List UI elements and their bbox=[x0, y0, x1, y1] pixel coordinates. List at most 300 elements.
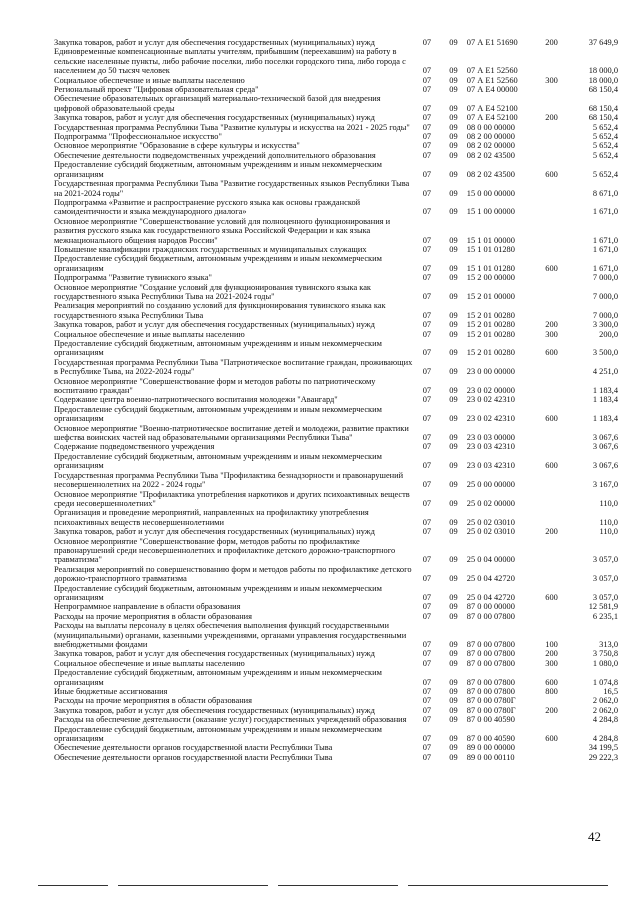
row-name: Обеспечение деятельности органов государственной власти Республики Тыва bbox=[54, 743, 333, 753]
row-target-article: 15 2 01 00000 bbox=[466, 291, 515, 301]
row-name: Подпрограмма "Профессиональное искусство" bbox=[54, 132, 222, 142]
row-section-code: 07 bbox=[422, 263, 432, 273]
table-row bbox=[54, 584, 618, 603]
row-name: Закупка товаров, работ и услуг для обеспечения государственных (муниципальных) нужд bbox=[54, 649, 375, 659]
row-name: Социальное обеспечение и иные выплаты населению bbox=[54, 75, 245, 85]
row-expense-type bbox=[538, 85, 565, 94]
row-subsection-code: 09 bbox=[449, 273, 458, 283]
row-expense-type: 600 bbox=[545, 414, 558, 424]
row-amount: 4 251,0 bbox=[592, 367, 618, 377]
row-amount: 68 150,4 bbox=[588, 85, 618, 95]
row-name: Социальное обеспечение и иные выплаты населению bbox=[54, 329, 245, 339]
row-subsection-code: 09 bbox=[449, 592, 458, 602]
row-subsection-code: 09 bbox=[449, 386, 458, 396]
row-name: Закупка товаров, работ и услуг для обеспечения государственных (муниципальных) нужд bbox=[54, 113, 375, 123]
table-row bbox=[54, 132, 618, 141]
row-name: Закупка товаров, работ и услуг для обеспечения государственных (муниципальных) нужд bbox=[54, 705, 375, 715]
row-amount: 4 284,8 bbox=[592, 715, 618, 725]
row-name: Государственная программа Республики Тыва "Развитие государственных языков Республики Тыва на 2021-2024 годы" bbox=[54, 179, 410, 198]
table-row bbox=[54, 254, 618, 273]
row-amount: 3 750,8 bbox=[592, 649, 618, 659]
row-target-article: 15 2 01 00280 bbox=[466, 329, 515, 339]
row-subsection-code: 09 bbox=[449, 395, 458, 405]
row-section-code: 07 bbox=[422, 517, 432, 527]
row-name: Основное мероприятие "Профилактика употребления наркотиков и других психоактивных веществ среди несовершеннолетних" bbox=[54, 489, 410, 508]
row-name: Содержание подведомственного учреждения bbox=[54, 442, 215, 452]
row-target-article: 08 2 00 00000 bbox=[466, 132, 515, 142]
table-row bbox=[54, 141, 618, 150]
row-amount: 18 000,0 bbox=[588, 75, 618, 85]
row-section-code: 07 bbox=[422, 611, 432, 621]
row-section-code: 07 bbox=[422, 85, 432, 95]
row-section-code: 07 bbox=[422, 66, 432, 76]
row-name: Реализация мероприятий по созданию условий для функционирования тувинского языка как государственного языка Республики Тыва bbox=[54, 301, 386, 320]
row-expense-type: 600 bbox=[545, 677, 558, 687]
table-row bbox=[54, 358, 618, 377]
row-target-article: 23 0 03 42310 bbox=[466, 461, 515, 471]
row-target-article: 25 0 02 03010 bbox=[466, 517, 515, 527]
row-amount: 110,0 bbox=[599, 527, 618, 537]
row-amount: 5 652,4 bbox=[592, 150, 618, 160]
row-target-article: 08 2 02 43500 bbox=[466, 169, 515, 179]
row-amount: 6 235,1 bbox=[592, 611, 618, 621]
row-amount: 1 183,4 bbox=[592, 395, 618, 405]
row-target-article: 15 1 01 00000 bbox=[466, 235, 515, 245]
row-name: Подпрограмма "Развитие тувинского языка" bbox=[54, 273, 212, 283]
row-target-article: 87 0 00 0780Г bbox=[466, 696, 516, 706]
row-expense-type bbox=[538, 273, 565, 282]
row-section-code: 07 bbox=[422, 273, 432, 283]
row-expense-type bbox=[538, 198, 565, 217]
table-row bbox=[54, 612, 618, 621]
row-name: Организация и проведение мероприятий, направленных на профилактику употребления психоактивных веществ несовершеннолетними bbox=[54, 508, 369, 527]
table-row bbox=[54, 442, 618, 451]
row-expense-type: 300 bbox=[545, 75, 558, 85]
row-subsection-code: 09 bbox=[449, 517, 458, 527]
row-subsection-code: 09 bbox=[449, 141, 458, 151]
row-amount: 5 652,4 bbox=[592, 122, 618, 132]
row-expense-type: 200 bbox=[545, 113, 558, 123]
row-expense-type: 600 bbox=[545, 169, 558, 179]
row-name: Непрограммное направление в области образования bbox=[54, 602, 241, 612]
row-expense-type bbox=[538, 123, 565, 132]
row-section-code: 07 bbox=[422, 320, 432, 330]
row-section-code: 07 bbox=[422, 386, 432, 396]
row-target-article: 25 0 04 42720 bbox=[466, 592, 515, 602]
row-expense-type bbox=[538, 471, 565, 490]
row-name: Закупка товаров, работ и услуг для обеспечения государственных (муниципальных) нужд bbox=[54, 527, 375, 537]
table-row bbox=[54, 113, 618, 122]
row-name: Повышение квалификации гражданских государственных и муниципальных служащих bbox=[54, 244, 367, 254]
row-target-article: 07 А Е4 52100 bbox=[466, 113, 518, 123]
row-expense-type bbox=[538, 715, 565, 724]
row-expense-type bbox=[538, 537, 565, 565]
table-row bbox=[54, 706, 618, 715]
table-row bbox=[54, 687, 618, 696]
table-row bbox=[54, 151, 618, 160]
table-row bbox=[54, 602, 618, 611]
row-amount: 2 062,0 bbox=[592, 696, 618, 706]
table-row bbox=[54, 537, 618, 565]
row-subsection-code: 09 bbox=[449, 75, 458, 85]
row-target-article: 08 2 02 43500 bbox=[466, 150, 515, 160]
row-section-code: 07 bbox=[422, 38, 432, 47]
row-subsection-code: 09 bbox=[449, 263, 458, 273]
row-section-code: 07 bbox=[422, 235, 432, 245]
row-name: Предоставление субсидий бюджетным, автономным учреждениям и иным некоммерческим организациям bbox=[54, 160, 382, 179]
table-row bbox=[54, 245, 618, 254]
row-section-code: 07 bbox=[422, 498, 432, 508]
row-amount: 3 057,0 bbox=[592, 555, 618, 565]
row-section-code: 07 bbox=[422, 207, 432, 217]
row-target-article: 07 А Е4 52100 bbox=[466, 103, 518, 113]
row-target-article: 08 2 02 00000 bbox=[466, 141, 515, 151]
row-name: Основное мероприятие "Военно-патриотическое воспитание детей и молодежи, развитие практики шефства воинских частей над образовательными организациями Республики Тыва" bbox=[54, 423, 409, 443]
row-target-article: 87 0 00 07800 bbox=[466, 687, 515, 697]
row-target-article: 07 А Е1 52560 bbox=[466, 66, 518, 76]
row-amount: 7 000,0 bbox=[592, 273, 618, 283]
row-amount: 34 199,5 bbox=[588, 743, 618, 753]
row-amount: 3 067,6 bbox=[592, 461, 618, 471]
row-section-code: 07 bbox=[422, 715, 432, 725]
table-row bbox=[54, 668, 618, 687]
row-amount: 7 000,0 bbox=[592, 291, 618, 301]
budget-table bbox=[54, 38, 618, 762]
row-subsection-code: 09 bbox=[449, 611, 458, 621]
row-section-code: 07 bbox=[422, 555, 432, 565]
row-expense-type bbox=[538, 151, 565, 160]
row-expense-type bbox=[538, 508, 565, 527]
row-expense-type bbox=[538, 301, 565, 320]
row-target-article: 87 0 00 0780Г bbox=[466, 705, 516, 715]
row-expense-type bbox=[538, 442, 565, 451]
table-row bbox=[54, 217, 618, 245]
footer-rule-1 bbox=[38, 885, 108, 886]
row-section-code: 07 bbox=[422, 480, 432, 490]
row-subsection-code: 09 bbox=[449, 348, 458, 358]
row-amount: 313,0 bbox=[599, 640, 618, 649]
row-target-article: 07 А Е1 52560 bbox=[466, 75, 518, 85]
row-amount: 1 074,8 bbox=[592, 677, 618, 687]
row-subsection-code: 09 bbox=[449, 498, 458, 508]
table-row bbox=[54, 283, 618, 302]
row-target-article: 89 0 00 00000 bbox=[466, 743, 515, 753]
row-name: Расходы на прочие мероприятия в области образования bbox=[54, 696, 253, 706]
row-amount: 110,0 bbox=[599, 498, 618, 508]
row-subsection-code: 09 bbox=[449, 291, 458, 301]
footer-rule-2 bbox=[118, 885, 268, 886]
row-section-code: 07 bbox=[422, 310, 432, 320]
row-amount: 1 080,0 bbox=[592, 658, 618, 668]
row-subsection-code: 09 bbox=[449, 527, 458, 537]
table-row bbox=[54, 339, 618, 358]
row-name: Закупка товаров, работ и услуг для обеспечения государственных (муниципальных) нужд bbox=[54, 320, 375, 330]
row-subsection-code: 09 bbox=[449, 122, 458, 132]
row-target-article: 25 0 00 00000 bbox=[466, 480, 515, 490]
row-expense-type bbox=[538, 179, 565, 198]
row-name: Основное мероприятие "Создание условий для функционирования тувинского языка как государственного языка Республики Тыва на 2021-2024 годы" bbox=[54, 282, 371, 301]
row-amount: 68 150,4 bbox=[588, 113, 618, 123]
row-name: Основное мероприятие "Совершенствование форм, методов работы по профилактике правонарушений среди несовершеннолетних и профилактике детского дорожно-транспортного травматизма" bbox=[54, 536, 396, 565]
row-subsection-code: 09 bbox=[449, 743, 458, 753]
row-subsection-code: 09 bbox=[449, 38, 458, 47]
row-subsection-code: 09 bbox=[449, 132, 458, 142]
table-row bbox=[54, 725, 618, 744]
row-amount: 5 652,4 bbox=[592, 169, 618, 179]
row-target-article: 87 0 00 07800 bbox=[466, 611, 515, 621]
row-subsection-code: 09 bbox=[449, 480, 458, 490]
row-amount: 29 222,3 bbox=[588, 752, 618, 762]
row-amount: 1 671,0 bbox=[592, 207, 618, 217]
row-name: Государственная программа Республики Тыва "Развитие культуры и искусства на 2021 - 2025 годы" bbox=[54, 122, 410, 132]
row-section-code: 07 bbox=[422, 348, 432, 358]
row-subsection-code: 09 bbox=[449, 442, 458, 452]
row-subsection-code: 09 bbox=[449, 433, 458, 443]
table-row bbox=[54, 123, 618, 132]
table-row bbox=[54, 659, 618, 668]
row-target-article: 07 А Е4 00000 bbox=[466, 85, 518, 95]
table-row bbox=[54, 198, 618, 217]
table-row bbox=[54, 508, 618, 527]
row-expense-type: 600 bbox=[545, 734, 558, 744]
row-subsection-code: 09 bbox=[449, 687, 458, 697]
row-section-code: 07 bbox=[422, 150, 432, 160]
row-section-code: 07 bbox=[422, 734, 432, 744]
row-expense-type: 200 bbox=[545, 705, 558, 715]
row-expense-type: 600 bbox=[545, 263, 558, 273]
footer-rule-3 bbox=[278, 885, 398, 886]
row-name: Основное мероприятие "Совершенствование условий для полноценного функционирования и развития русского языка как государственного языка Российской Федерации и как языка межнационального общения народов России" bbox=[54, 216, 391, 245]
row-section-code: 07 bbox=[422, 687, 432, 697]
row-subsection-code: 09 bbox=[449, 188, 458, 198]
row-section-code: 07 bbox=[422, 395, 432, 405]
row-expense-type bbox=[538, 217, 565, 245]
row-section-code: 07 bbox=[422, 640, 432, 649]
row-amount: 5 652,4 bbox=[592, 132, 618, 142]
row-expense-type bbox=[538, 94, 565, 113]
row-target-article: 15 2 01 00280 bbox=[466, 310, 515, 320]
row-target-article: 89 0 00 00110 bbox=[466, 752, 515, 762]
row-section-code: 07 bbox=[422, 103, 432, 113]
row-section-code: 07 bbox=[422, 602, 432, 612]
row-target-article: 15 1 01 01280 bbox=[466, 263, 515, 273]
row-section-code: 07 bbox=[422, 122, 432, 132]
row-target-article: 23 0 02 42310 bbox=[466, 395, 515, 405]
table-row bbox=[54, 527, 618, 536]
row-expense-type: 600 bbox=[545, 348, 558, 358]
row-expense-type: 200 bbox=[545, 38, 558, 47]
table-row bbox=[54, 273, 618, 282]
row-target-article: 87 0 00 40590 bbox=[466, 734, 515, 744]
row-amount: 3 067,6 bbox=[592, 442, 618, 452]
table-row bbox=[54, 320, 618, 329]
row-amount: 1 183,4 bbox=[592, 414, 618, 424]
row-expense-type bbox=[538, 395, 565, 404]
table-row bbox=[54, 330, 618, 339]
row-section-code: 07 bbox=[422, 291, 432, 301]
row-subsection-code: 09 bbox=[449, 244, 458, 254]
row-target-article: 25 0 02 00000 bbox=[466, 498, 515, 508]
row-expense-type bbox=[538, 358, 565, 377]
row-section-code: 07 bbox=[422, 113, 432, 123]
row-subsection-code: 09 bbox=[449, 310, 458, 320]
row-name: Расходы на прочие мероприятия в области образования bbox=[54, 611, 253, 621]
row-amount: 12 581,9 bbox=[588, 602, 618, 612]
row-expense-type: 100 bbox=[545, 640, 558, 649]
row-name: Расходы на выплаты персоналу в целях обеспечения выполнения функций государственными (муниципальными) органами, казенными учреждениями, органами управления государственными внебюджетными фондами bbox=[54, 621, 407, 649]
row-amount: 110,0 bbox=[599, 517, 618, 527]
footer-rule-4 bbox=[408, 885, 608, 886]
row-name: Единовременные компенсационные выплаты учителям, прибывшим (переехавшим) на работу в сельские населенные пункты, либо рабочие поселки, либо поселки городского типа, либо города с населением до 50 тысяч человек bbox=[54, 47, 406, 76]
table-row bbox=[54, 743, 618, 752]
row-expense-type: 200 bbox=[545, 649, 558, 659]
row-expense-type bbox=[538, 602, 565, 611]
table-row bbox=[54, 696, 618, 705]
table-row bbox=[54, 621, 618, 649]
row-expense-type bbox=[538, 743, 565, 752]
row-name: Иные бюджетные ассигнования bbox=[54, 687, 168, 697]
row-amount: 2 062,0 bbox=[592, 705, 618, 715]
row-expense-type: 300 bbox=[545, 658, 558, 668]
row-name: Предоставление субсидий бюджетным, автономным учреждениям и иным некоммерческим организациям bbox=[54, 404, 382, 424]
row-amount: 3 057,0 bbox=[592, 574, 618, 584]
row-target-article: 87 0 00 00000 bbox=[466, 602, 515, 612]
row-amount: 1 671,0 bbox=[592, 244, 618, 254]
row-name: Реализация мероприятий по совершенствованию форм и методов работы по профилактике детского дорожно-транспортного травматизма bbox=[54, 564, 412, 584]
row-name: Социальное обеспечение и иные выплаты населению bbox=[54, 658, 245, 668]
row-subsection-code: 09 bbox=[449, 85, 458, 95]
row-subsection-code: 09 bbox=[449, 677, 458, 687]
row-target-article: 15 0 00 00000 bbox=[466, 188, 515, 198]
row-expense-type bbox=[538, 565, 565, 584]
row-target-article: 87 0 00 07800 bbox=[466, 640, 515, 649]
row-section-code: 07 bbox=[422, 188, 432, 198]
table-row bbox=[54, 38, 618, 47]
row-target-article: 15 2 00 00000 bbox=[466, 273, 515, 283]
row-target-article: 15 2 01 00280 bbox=[466, 320, 515, 330]
page-number: 42 bbox=[588, 829, 601, 844]
row-subsection-code: 09 bbox=[449, 715, 458, 725]
row-target-article: 15 1 01 01280 bbox=[466, 244, 515, 254]
row-expense-type bbox=[538, 245, 565, 254]
row-amount: 3 300,0 bbox=[592, 320, 618, 330]
row-section-code: 07 bbox=[422, 677, 432, 687]
table-row bbox=[54, 753, 618, 762]
table-row bbox=[54, 47, 618, 75]
row-section-code: 07 bbox=[422, 244, 432, 254]
row-target-article: 08 0 00 00000 bbox=[466, 122, 515, 132]
table-row bbox=[54, 452, 618, 471]
row-expense-type bbox=[538, 753, 565, 762]
row-section-code: 07 bbox=[422, 75, 432, 85]
row-section-code: 07 bbox=[422, 414, 432, 424]
row-name: Расходы на обеспечение деятельности (оказание услуг) государственных учреждений образования bbox=[54, 715, 407, 725]
row-name: Содержание центра военно-патриотического воспитания молодежи "Авангард" bbox=[54, 395, 338, 405]
row-target-article: 87 0 00 07800 bbox=[466, 658, 515, 668]
row-expense-type: 300 bbox=[545, 329, 558, 339]
row-expense-type bbox=[538, 612, 565, 621]
row-subsection-code: 09 bbox=[449, 574, 458, 584]
row-amount: 37 649,9 bbox=[588, 38, 618, 47]
table-row bbox=[54, 715, 618, 724]
row-amount: 200,0 bbox=[599, 329, 618, 339]
row-name: Предоставление субсидий бюджетным, автономным учреждениям и иным некоммерческим организациям bbox=[54, 668, 382, 687]
table-row bbox=[54, 179, 618, 198]
row-expense-type bbox=[538, 47, 565, 75]
row-amount: 3 500,0 bbox=[592, 348, 618, 358]
row-name: Основное мероприятие "Образование в сфере культуры и искусства" bbox=[54, 141, 300, 151]
row-subsection-code: 09 bbox=[449, 414, 458, 424]
row-name: Предоставление субсидий бюджетным, автономным учреждениям и иным некоммерческим организациям bbox=[54, 583, 382, 602]
row-expense-type bbox=[538, 283, 565, 302]
row-amount: 18 000,0 bbox=[588, 66, 618, 76]
row-expense-type: 200 bbox=[545, 527, 558, 537]
row-section-code: 07 bbox=[422, 461, 432, 471]
row-expense-type: 600 bbox=[545, 592, 558, 602]
row-subsection-code: 09 bbox=[449, 734, 458, 744]
row-subsection-code: 09 bbox=[449, 461, 458, 471]
row-subsection-code: 09 bbox=[449, 602, 458, 612]
row-amount: 5 652,4 bbox=[592, 141, 618, 151]
table-row bbox=[54, 405, 618, 424]
row-name: Предоставление субсидий бюджетным, автономным учреждениям и иным некоммерческим организациям bbox=[54, 724, 382, 744]
row-target-article: 87 0 00 07800 bbox=[466, 649, 515, 659]
row-target-article: 23 0 00 00000 bbox=[466, 367, 515, 377]
row-expense-type bbox=[538, 377, 565, 396]
row-section-code: 07 bbox=[422, 592, 432, 602]
row-subsection-code: 09 bbox=[449, 113, 458, 123]
row-amount: 3 057,0 bbox=[592, 592, 618, 602]
row-subsection-code: 09 bbox=[449, 752, 458, 762]
row-target-article: 87 0 00 40590 bbox=[466, 715, 515, 725]
row-target-article: 15 1 00 00000 bbox=[466, 207, 515, 217]
row-name: Предоставление субсидий бюджетным, автономным учреждениям и иным некоммерческим организациям bbox=[54, 254, 382, 273]
row-expense-type bbox=[538, 490, 565, 509]
row-section-code: 07 bbox=[422, 743, 432, 753]
row-section-code: 07 bbox=[422, 574, 432, 584]
row-target-article: 23 0 02 42310 bbox=[466, 414, 515, 424]
table-row bbox=[54, 301, 618, 320]
row-name: Подпрограмма «Развитие и распространение русского языка как основы гражданской самоидентичности и языка международного диалога» bbox=[54, 197, 361, 217]
table-row bbox=[54, 565, 618, 584]
row-target-article: 23 0 03 42310 bbox=[466, 442, 515, 452]
row-section-code: 07 bbox=[422, 141, 432, 151]
row-expense-type bbox=[538, 424, 565, 443]
row-section-code: 07 bbox=[422, 752, 432, 762]
row-amount: 1 671,0 bbox=[592, 235, 618, 245]
row-name: Обеспечение образовательных организаций материально-технической базой для внедрения цифровой образовательной среды bbox=[54, 94, 381, 113]
row-subsection-code: 09 bbox=[449, 329, 458, 339]
row-section-code: 07 bbox=[422, 649, 432, 659]
row-section-code: 07 bbox=[422, 433, 432, 443]
row-section-code: 07 bbox=[422, 442, 432, 452]
row-subsection-code: 09 bbox=[449, 150, 458, 160]
row-amount: 7 000,0 bbox=[592, 310, 618, 320]
row-section-code: 07 bbox=[422, 527, 432, 537]
row-name: Основное мероприятие "Совершенствование форм и методов работы по патриотическому воспитанию граждан" bbox=[54, 376, 376, 396]
row-expense-type: 800 bbox=[545, 687, 558, 697]
row-section-code: 07 bbox=[422, 367, 432, 377]
row-amount: 4 284,8 bbox=[592, 734, 618, 744]
row-target-article: 87 0 00 07800 bbox=[466, 677, 515, 687]
row-target-article: 25 0 02 03010 bbox=[466, 527, 515, 537]
table-row bbox=[54, 471, 618, 490]
row-amount: 68 150,4 bbox=[588, 103, 618, 113]
row-subsection-code: 09 bbox=[449, 658, 458, 668]
row-subsection-code: 09 bbox=[449, 320, 458, 330]
row-name: Обеспечение деятельности подведомственных учреждений дополнительного образования bbox=[54, 150, 376, 160]
row-subsection-code: 09 bbox=[449, 705, 458, 715]
